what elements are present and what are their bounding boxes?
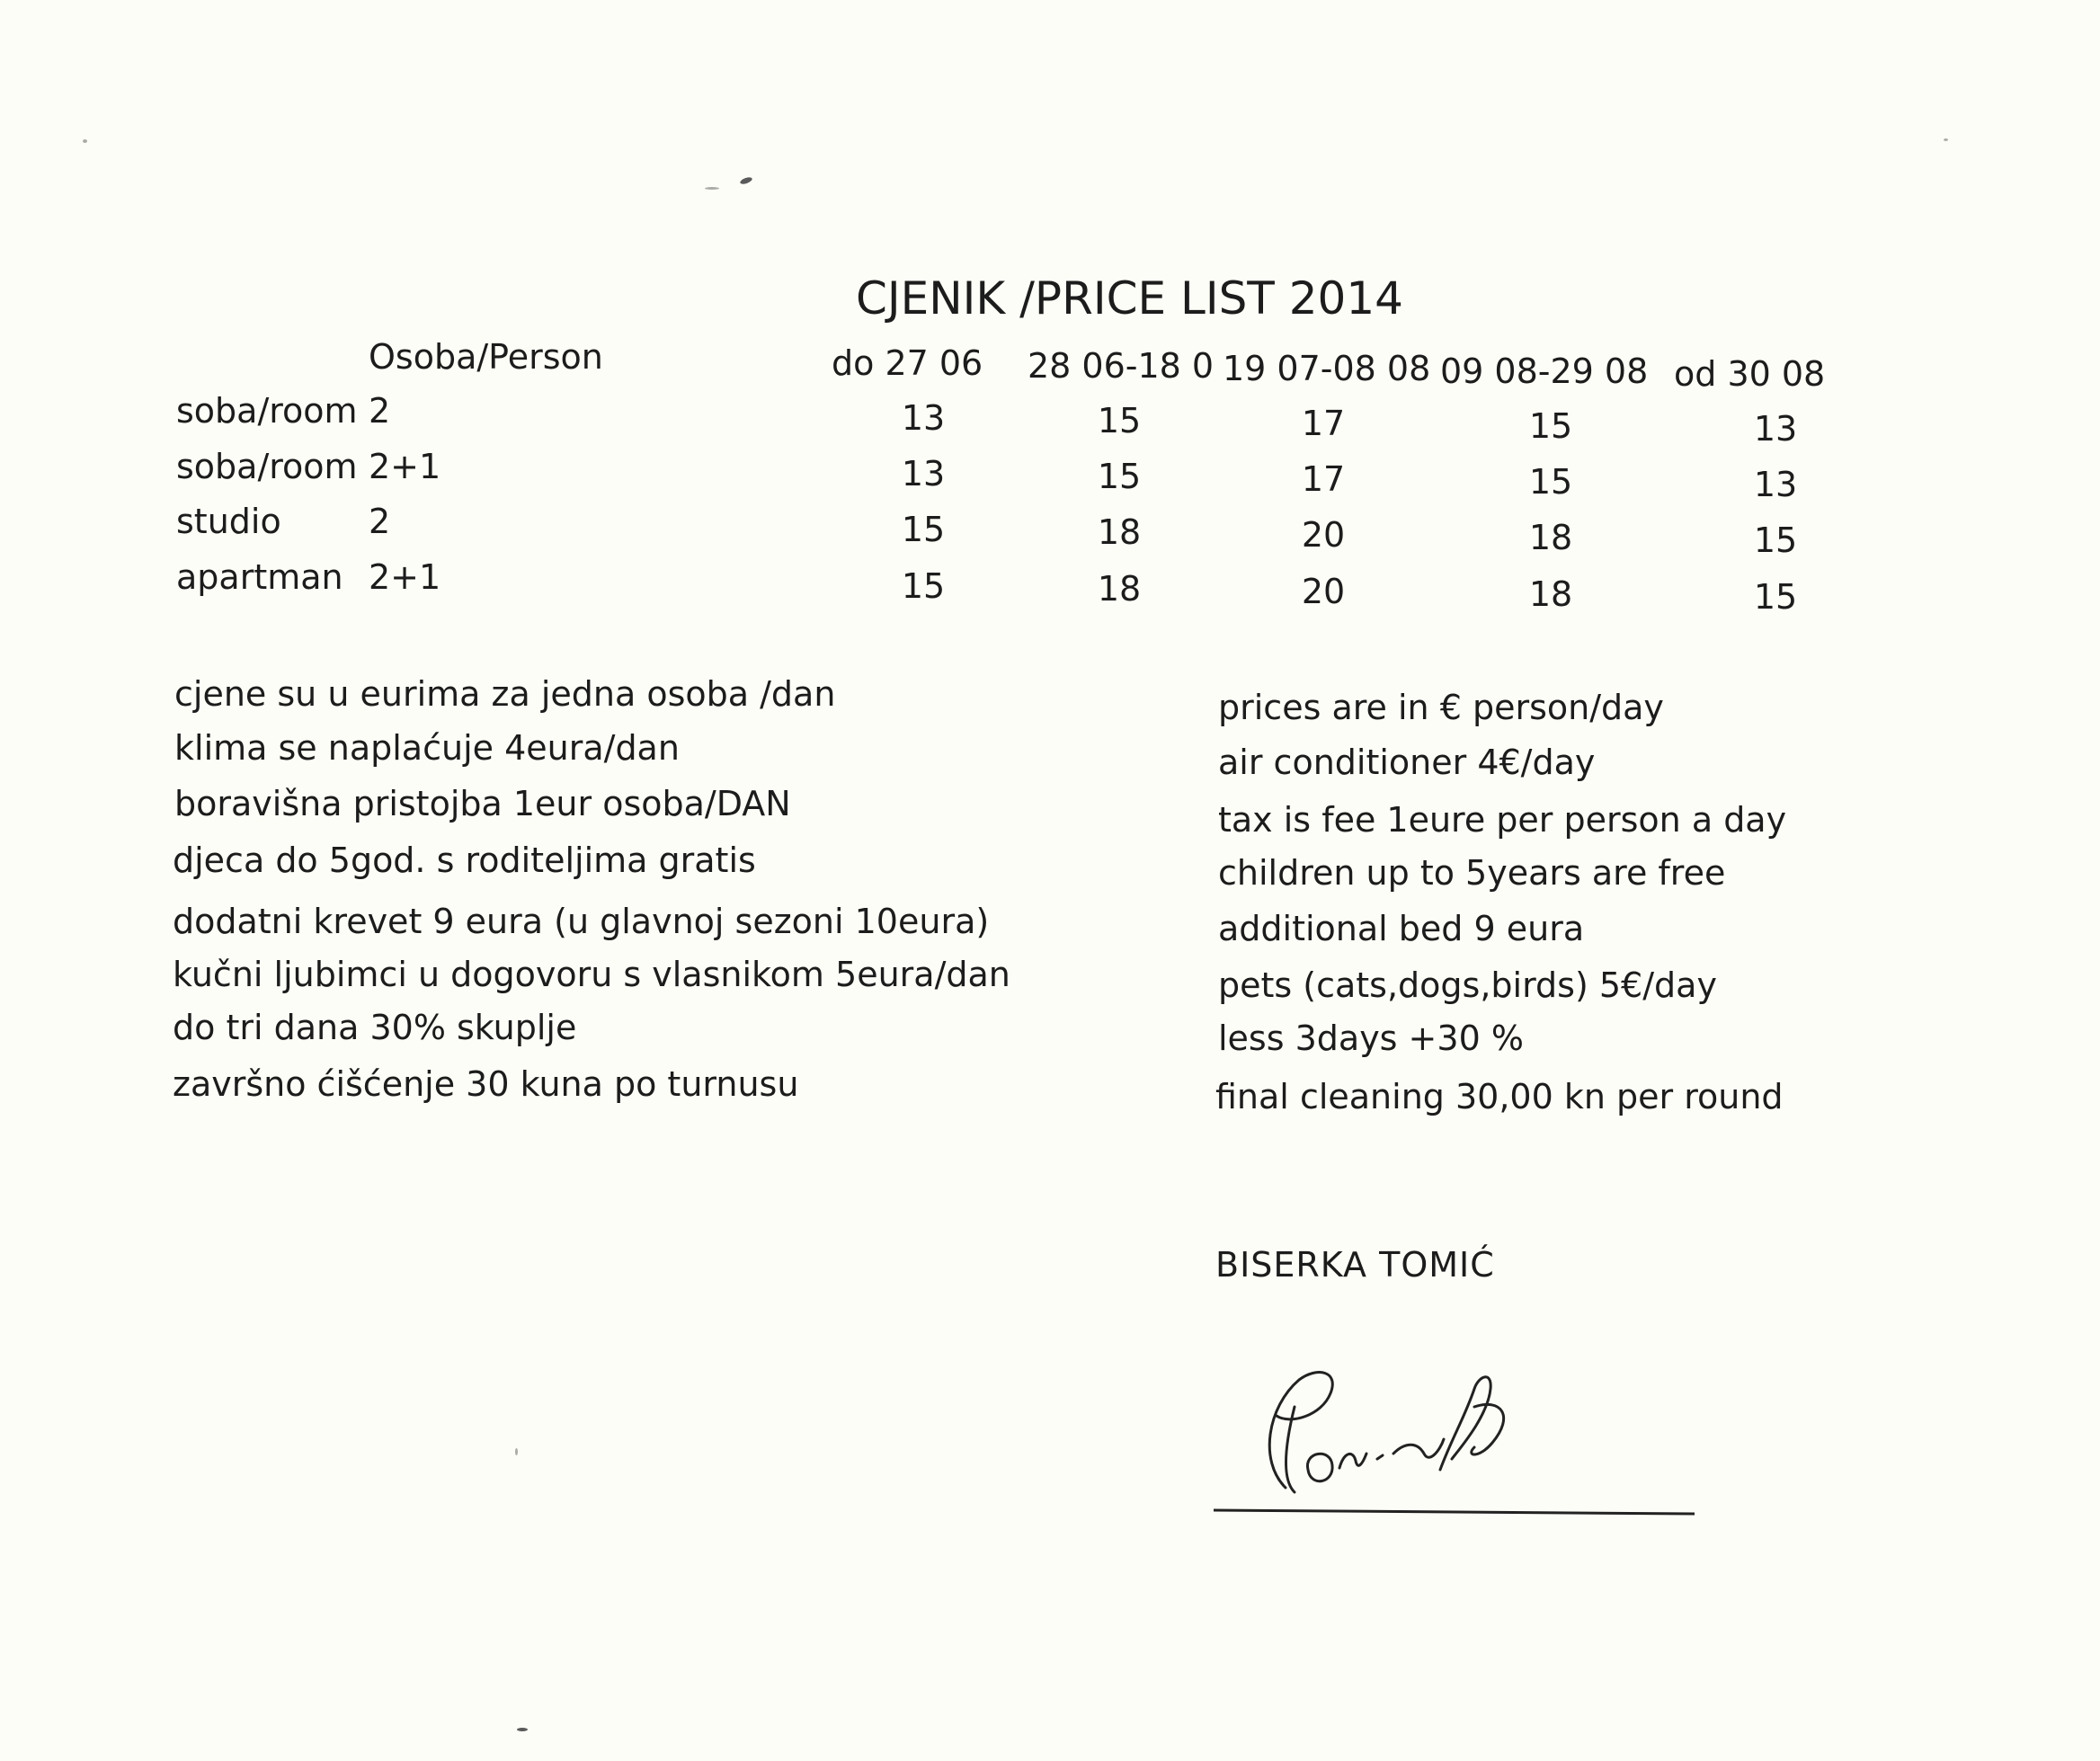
price-cell: 15 — [1097, 401, 1142, 440]
price-cell: 15 — [901, 566, 946, 606]
price-cell: 17 — [1301, 404, 1346, 443]
note-en: additional bed 9 eura — [1218, 909, 1585, 948]
note-hr: boravišna pristojba 1eur osoba/DAN — [174, 784, 791, 823]
note-en: tax is fee 1eure per person a day — [1218, 800, 1787, 840]
note-en: pets (cats,dogs,birds) 5€/day — [1218, 965, 1717, 1005]
note-hr: djeca do 5god. s roditeljima gratis — [173, 840, 756, 880]
room-type: studio — [176, 502, 281, 541]
scan-speck — [1944, 138, 1948, 141]
price-cell: 13 — [901, 398, 946, 438]
note-hr: cjene su u eurima za jedna osoba /dan — [174, 674, 836, 714]
price-cell: 18 — [1097, 512, 1142, 552]
room-persons: 2+1 — [369, 557, 441, 597]
room-persons: 2+1 — [369, 447, 441, 486]
handwritten-signature-icon — [1205, 1353, 1708, 1533]
price-cell: 15 — [1528, 406, 1573, 446]
period-header-5: od 30 08 — [1674, 354, 1826, 394]
note-hr: klima se naplaćuje 4eura/dan — [174, 728, 680, 768]
signatory-name: BISERKA TOMIĆ — [1215, 1245, 1495, 1285]
note-hr: dodatni krevet 9 eura (u glavnoj sezoni 10eura) — [173, 902, 990, 941]
price-cell: 20 — [1301, 572, 1346, 611]
price-cell: 15 — [1528, 462, 1573, 502]
note-en: less 3days +30 % — [1218, 1018, 1524, 1058]
price-cell: 15 — [901, 510, 946, 549]
price-cell: 18 — [1528, 518, 1573, 557]
period-header-2: 28 06-18 0 — [1028, 346, 1215, 386]
room-persons: 2 — [369, 391, 391, 431]
person-column-header: Osoba/Person — [369, 337, 603, 377]
price-cell: 18 — [1528, 574, 1573, 614]
note-en: final cleaning 30,00 kn per round — [1215, 1077, 1784, 1116]
room-type: soba/room — [176, 447, 358, 486]
note-en: air conditioner 4€/day — [1218, 743, 1596, 782]
price-cell: 17 — [1301, 459, 1346, 499]
scan-speck — [83, 139, 87, 143]
price-cell: 15 — [1097, 457, 1142, 496]
document-title: CJENIK /PRICE LIST 2014 — [856, 272, 1403, 325]
price-cell: 13 — [1753, 465, 1798, 504]
scan-speck — [739, 176, 752, 185]
price-cell: 13 — [901, 454, 946, 494]
price-cell: 13 — [1753, 409, 1798, 449]
note-hr: završno ćišćenje 30 kuna po turnusu — [173, 1064, 799, 1104]
note-hr: do tri dana 30% skuplje — [173, 1008, 577, 1047]
period-header-4: 09 08-29 08 — [1440, 351, 1649, 391]
note-hr: kučni ljubimci u dogovoru s vlasnikom 5eura/dan — [173, 955, 1010, 994]
price-cell: 15 — [1753, 577, 1798, 617]
note-en: children up to 5years are free — [1218, 853, 1726, 893]
room-type: apartman — [176, 557, 343, 597]
price-cell: 15 — [1753, 520, 1798, 560]
price-cell: 20 — [1301, 515, 1346, 555]
scan-speck — [515, 1448, 518, 1455]
scan-speck — [705, 187, 719, 190]
period-header-1: do 27 06 — [832, 343, 983, 383]
price-cell: 18 — [1097, 569, 1142, 609]
room-type: soba/room — [176, 391, 358, 431]
room-persons: 2 — [369, 502, 391, 541]
note-en: prices are in € person/day — [1218, 688, 1664, 727]
scan-speck — [517, 1728, 528, 1731]
period-header-3: 19 07-08 08 — [1223, 349, 1431, 388]
